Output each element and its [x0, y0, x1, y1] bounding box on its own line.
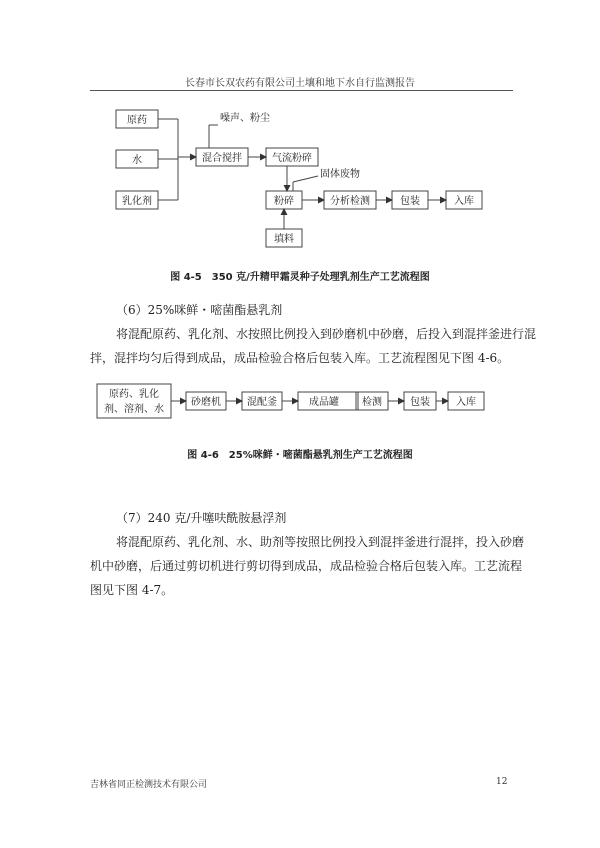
- footer-company: 吉林省同正检测技术有限公司: [90, 780, 208, 790]
- note-noise: 噪声、粉尘: [220, 113, 270, 124]
- section-6-line-1: 将混配原药、乳化剂、水按照比例投入到砂磨机中砂磨，后投入到混拌釜进行混: [116, 327, 537, 341]
- node-raw-label: 原药: [127, 115, 147, 126]
- section-7-line-1: 将混配原药、乳化剂、水、助剂等按照比例投入到混拌釜进行混拌，投入砂磨: [116, 535, 525, 549]
- flow2-input-line-2: 剂、溶剂、水: [104, 404, 164, 415]
- node-packing-label: 包装: [400, 196, 420, 207]
- node-filler-label: 填料: [274, 234, 294, 245]
- node-emulsifier-label: 乳化剂: [122, 196, 152, 207]
- node-storage-label: 入库: [454, 196, 474, 207]
- page-number: 12: [496, 777, 508, 787]
- flowchart-4-6: [0, 376, 600, 426]
- page-header: 长春市长双农药有限公司土壤和地下水自行监测报告: [185, 78, 415, 89]
- section-6-line-2: 拌，混拌均匀后得到成品，成品检验合格后包装入库。工艺流程图见下图 4-6。: [90, 351, 510, 365]
- node-mixing-label: 混合搅拌: [202, 153, 242, 164]
- node-crush-label: 粉碎: [274, 196, 294, 207]
- flowchart-4-5: [0, 0, 600, 260]
- flow2-step-5-label: 包装: [410, 397, 430, 408]
- node-water-label: 水: [132, 155, 142, 166]
- figure-4-6-caption: 图 4-6 25%咪鲜・嘧菌酯悬乳剂生产工艺流程图: [187, 450, 413, 461]
- node-analysis-label: 分析检测: [330, 196, 370, 207]
- flow2-input-line-1: 原药、乳化: [109, 389, 159, 400]
- section-7-line-2: 机中砂磨，后通过剪切机进行剪切得到成品，成品检验合格后包装入库。工艺流程: [90, 559, 523, 573]
- note-solid-waste: 固体废物: [320, 169, 360, 180]
- section-7-line-3: 图见下图 4-7。: [90, 583, 174, 597]
- flow2-step-1-label: 砂磨机: [191, 397, 221, 408]
- flow2-step-6-label: 入库: [456, 397, 476, 408]
- section-7-title: （7）240 克/升噻呋酰胺悬浮剂: [116, 511, 287, 525]
- node-airflow-label: 气流粉碎: [272, 153, 312, 164]
- waste-leader: [293, 176, 318, 182]
- figure-4-5-caption: 图 4-5 350 克/升精甲霜灵种子处理乳剂生产工艺流程图: [170, 272, 430, 283]
- flow2-step-3-label: 成品罐: [309, 397, 339, 408]
- flow2-step-2-label: 混配釜: [247, 397, 277, 408]
- section-6-title: （6）25%咪鲜・嘧菌酯悬乳剂: [116, 303, 283, 317]
- flow2-step-4-label: 检测: [362, 397, 382, 408]
